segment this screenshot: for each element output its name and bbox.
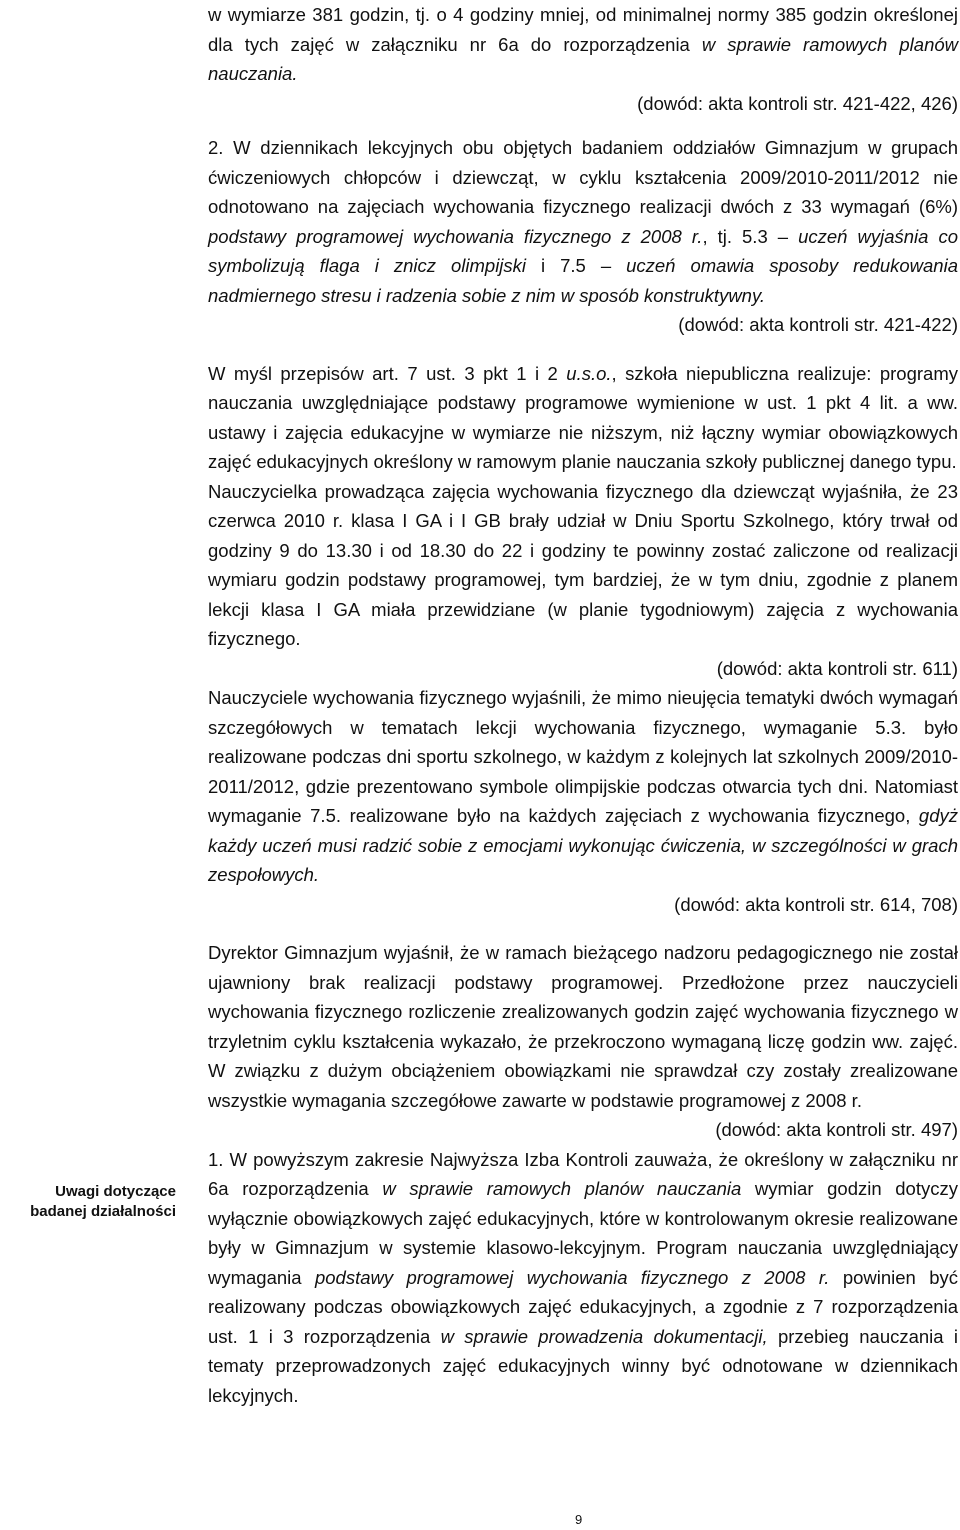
evidence-4: (dowód: akta kontroli str. 614, 708) bbox=[674, 893, 958, 915]
paragraph-5: Nauczyciele wychowania fizycznego wyjaśnili, że mimo nieujęcia tematyki dwóch wymagań szczegółowych w tematach lekcji wychowania fizycznego, wymaganie 5.3. było realizowane podczas dni sportu szkolnego, w każdym z kolejnych lat szkolnych 2009/2010-2011/2012, gdzie prezentowano symbole olimpijskie podczas otwarcia tych dni. Natomiast wymaganie 7.5. realizowane było na każdych zajęciach z wychowania fizycznego, gdyż każdy uczeń musi radzić sobie z emocjami wykonując ćwiczenia, w szczególności w grach zespołowych. bbox=[208, 687, 958, 885]
evidence-1: (dowód: akta kontroli str. 421-422, 426) bbox=[637, 92, 958, 114]
sidebar-heading-line-2: badanej działalności bbox=[30, 1203, 176, 1220]
paragraph-4: Nauczycielka prowadząca zajęcia wychowania fizycznego dla dziewcząt wyjaśniła, że 23 czerwca 2010 r. klasa I GA i I GB brały udział w Dniu Sportu Szkolnego, który trwał od godziny 9 do 13.30 i od 18.30 do 22 i godziny te powinny zostać zaliczone od realizacji wymiaru godzin podstawy programowej, tym bardziej, że w tym dniu, zgodnie z planem lekcji klasa I GA miała przewidziane (w planie tygodniowym) zajęcia z wychowania fizycznego. bbox=[208, 480, 958, 649]
sidebar-heading-line-1: Uwagi dotyczące bbox=[55, 1183, 176, 1200]
evidence-5: (dowód: akta kontroli str. 497) bbox=[715, 1119, 958, 1140]
evidence-3: (dowód: akta kontroli str. 611) bbox=[716, 657, 958, 679]
paragraph-6: Dyrektor Gimnazjum wyjaśnił, że w ramach bieżącego nadzoru pedagogicznego nie został ujawniony brak realizacji podstawy programowej. Przedłożone przez nauczycieli wychowania fizycznego rozliczenie zrealizowanych godzin zajęć wychowania fizycznego w trzyletnim cyklu kształcenia wykazało, że przekroczono wymaganą liczę godzin ww. zajęć. W związku z dużym obciążeniem obowiązkami nie sprawdzał czy zostały zrealizowane wszystkie wymagania szczegółowe zawarte w podstawie programowej z 2008 r. bbox=[208, 942, 958, 1111]
paragraph-7: 1. W powyższym zakresie Najwyższa Izba Kontroli zauważa, że określony w załączniku nr 6a rozporządzenia w sprawie ramowych planów nauczania wymiar godzin dotyczy wyłącznie obowiązkowych zajęć edukacyjnych, które w kontrolowanym okresie realizowane były w Gimnazjum w systemie klasowo-lekcyjnym. Program nauczania uwzględniający wymagania podstawy programowej wychowania fizycznego z 2008 r. powinien być realizowany podczas obowiązkowych zajęć edukacyjnych, a zgodnie z 7 rozporządzenia ust. 1 i 3 rozporządzenia w sprawie prowadzenia dokumentacji, przebieg nauczania i tematy przeprowadzonych zajęć edukacyjnych winny być odnotowane w dziennikach lekcyjnych. bbox=[208, 1148, 959, 1406]
evidence-2: (dowód: akta kontroli str. 421-422) bbox=[678, 314, 958, 335]
sidebar-heading bbox=[0, 1182, 176, 1222]
paragraph-1: w wymiarze 381 godzin, tj. o 4 godziny mniej, od minimalnej normy 385 godzin określonej dla tych zajęć w załączniku nr 6a do rozporządzenia w sprawie ramowych planów nauczania. bbox=[208, 4, 959, 84]
main-text-column bbox=[208, 0, 958, 1410]
paragraph-3: W myśl przepisów art. 7 ust. 3 pkt 1 i 2 u.s.o., szkoła niepubliczna realizuje: programy nauczania uwzględniające podstawy programowe wymienione w ust. 1 pkt 4 lit. a ww. ustawy i zajęcia edukacyjne w wymiarze nie niższym, niż łączny wymiar obowiązkowych zajęć edukacyjnych określony w ramowym planie nauczania szkoły publicznej danego typu. bbox=[208, 362, 958, 472]
paragraph-2: 2. W dziennikach lekcyjnych obu objętych badaniem oddziałów Gimnazjum w grupach ćwiczeniowych chłopców i dziewcząt, w cyklu kształcenia 2009/2010-2011/2012 nie odnotowano na zajęciach wychowania fizycznego realizacji dwóch z 33 wymagań (6%) podstawy programowej wychowania fizycznego z 2008 r., tj. 5.3 – uczeń wyjaśnia co symbolizują flaga i znicz olimpijski i 7.5 – uczeń omawia sposoby redukowania nadmiernego stresu i radzenia sobie z nim w sposób konstruktywny. bbox=[208, 137, 958, 306]
page-number: 9 bbox=[575, 1512, 583, 1527]
